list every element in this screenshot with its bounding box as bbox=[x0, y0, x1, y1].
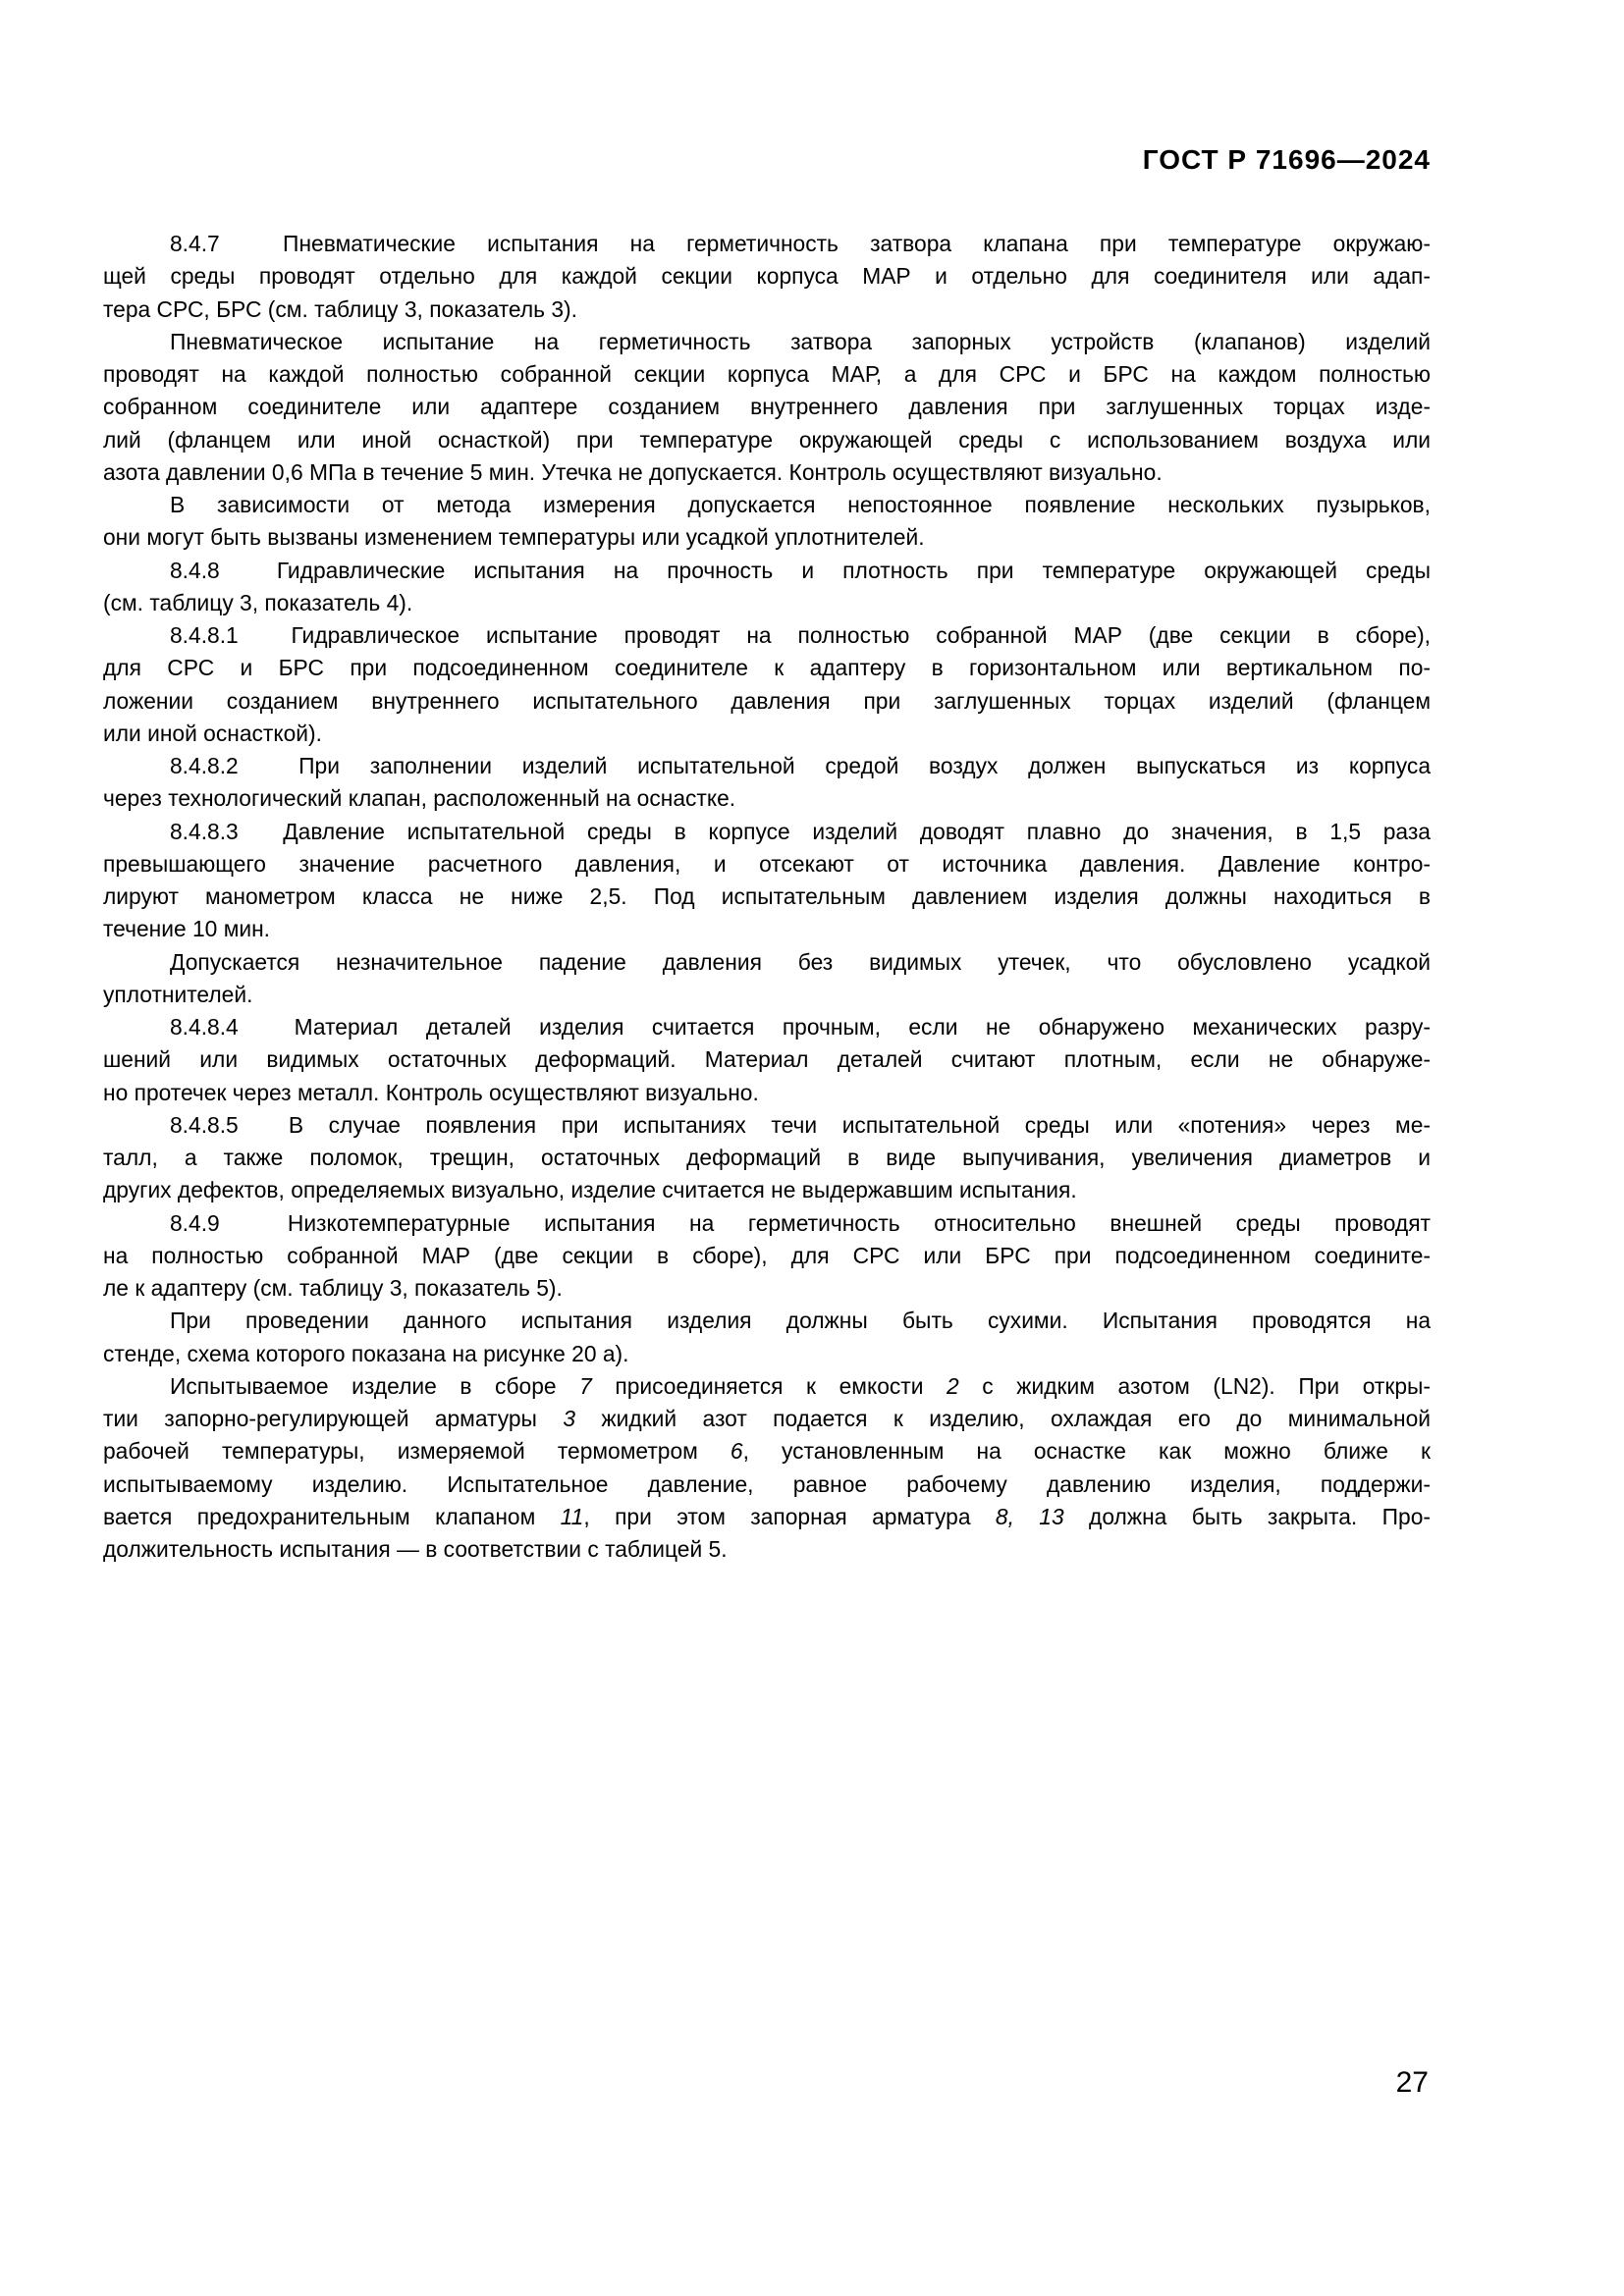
text-line bbox=[103, 228, 1431, 260]
text-segment: 8.4.9 Низкотемпературные испытания на герметичность относительно внешней среды проводят bbox=[170, 1209, 1431, 1236]
text-segment: 8.4.8.3 Давление испытательной среды в корпусе изделий доводят плавно до значения, в 1,5 раза bbox=[170, 818, 1431, 844]
text-line bbox=[103, 816, 1431, 848]
text-line bbox=[103, 1207, 1431, 1240]
text-line bbox=[103, 1435, 1431, 1468]
position-reference: 2 bbox=[947, 1372, 959, 1399]
text-line bbox=[103, 1043, 1431, 1076]
text-segment: уплотнителей. bbox=[103, 981, 253, 1007]
text-segment: щей среды проводят отдельно для каждой секции корпуса МАР и отдельно для соединителя или адап- bbox=[103, 263, 1431, 290]
text-segment: через технологический клапан, расположенный на оснастке. bbox=[103, 785, 736, 812]
text-segment: ле к адаптеру (см. таблицу 3, показатель 5). bbox=[103, 1275, 563, 1301]
text-line bbox=[103, 750, 1431, 782]
text-segment: проводят на каждой полностью собранной секции корпуса МАР, а для СРС и БРС на каждом полностью bbox=[103, 361, 1431, 387]
text-segment: тии запорно-регулирующей арматуры bbox=[103, 1406, 564, 1431]
text-line bbox=[103, 1109, 1431, 1142]
paragraph bbox=[103, 1109, 1431, 1207]
text-segment: собранном соединителе или адаптере созданием внутреннего давления при заглушенных торцах изде- bbox=[103, 394, 1431, 420]
text-segment: вается предохранительным клапаном bbox=[103, 1503, 561, 1529]
text-line bbox=[103, 1011, 1431, 1043]
text-line bbox=[103, 1338, 1431, 1370]
text-line bbox=[103, 718, 1431, 750]
paragraph bbox=[103, 619, 1431, 750]
text-line bbox=[103, 1240, 1431, 1272]
text-segment: присоединяется к емкости bbox=[591, 1372, 947, 1399]
paragraph bbox=[103, 750, 1431, 816]
text-segment: должна быть закрыта. Про- bbox=[1063, 1503, 1431, 1529]
text-segment: должительность испытания — в соответствии с таблицей 5. bbox=[103, 1536, 728, 1562]
text-segment: 8.4.8.1 Гидравлическое испытание проводят на полностью собранной МАР (две секции в сборе), bbox=[170, 622, 1431, 648]
text-segment: (см. таблицу 3, показатель 4). bbox=[103, 589, 413, 615]
paragraph bbox=[103, 1370, 1431, 1567]
text-segment: ложении созданием внутреннего испытательного давления при заглушенных торцах изделий (фланцем bbox=[103, 687, 1431, 714]
text-line bbox=[103, 1468, 1431, 1501]
text-segment: 8.4.7 Пневматические испытания на герметичность затвора клапана при температуре окружаю- bbox=[170, 231, 1431, 256]
body-text bbox=[103, 228, 1431, 1566]
text-segment: При проведении данного испытания изделия должны быть сухими. Испытания проводятся на bbox=[170, 1308, 1431, 1334]
paragraph bbox=[103, 326, 1431, 489]
text-segment: стенде, схема которого показана на рисунке 20 а). bbox=[103, 1340, 629, 1366]
text-line bbox=[103, 424, 1431, 456]
text-segment: талл, а также поломок, трещин, остаточных деформаций в виде выпучивания, увеличения диаметров и bbox=[103, 1145, 1431, 1170]
text-segment: 8.4.8 Гидравлические испытания на прочность и плотность при температуре окружающей среды bbox=[170, 557, 1431, 583]
text-segment: Испытываемое изделие в сборе bbox=[170, 1372, 580, 1399]
text-segment: В зависимости от метода измерения допускается непостоянное появление нескольких пузырьков, bbox=[170, 492, 1431, 517]
text-segment: других дефектов, определяемых визуально, изделие считается не выдержавшим испытания. bbox=[103, 1177, 1077, 1203]
text-line bbox=[103, 391, 1431, 423]
paragraph bbox=[103, 946, 1431, 1012]
paragraph bbox=[103, 228, 1431, 326]
text-segment: азота давлении 0,6 МПа в течение 5 мин. Утечка не допускается. Контроль осуществляют визуально. bbox=[103, 458, 1163, 485]
text-segment: лий (фланцем или иной оснасткой) при температуре окружающей среды с использованием воздуха или bbox=[103, 426, 1431, 453]
text-segment: течение 10 мин. bbox=[103, 916, 271, 942]
text-segment: жидкий азот подается к изделию, охлаждая его до минимальной bbox=[575, 1406, 1431, 1431]
position-reference: 3 bbox=[563, 1406, 576, 1431]
paragraph bbox=[103, 1207, 1431, 1306]
text-line bbox=[103, 1077, 1431, 1109]
text-line bbox=[103, 489, 1431, 521]
paragraph bbox=[103, 555, 1431, 620]
paragraph bbox=[103, 1305, 1431, 1370]
text-segment: превышающего значение расчетного давления, и отсекают от источника давления. Давление контро- bbox=[103, 850, 1431, 877]
text-segment: они могут быть вызваны изменением температуры или усадкой уплотнителей. bbox=[103, 524, 925, 551]
text-segment: шений или видимых остаточных деформаций. Материал деталей считают плотным, если не обнаруже- bbox=[103, 1046, 1431, 1073]
text-line bbox=[103, 1533, 1431, 1566]
text-line bbox=[103, 881, 1431, 913]
text-line bbox=[103, 260, 1431, 293]
text-line bbox=[103, 1272, 1431, 1305]
text-segment: 8.4.8.4 Материал деталей изделия считается прочным, если не обнаружено механических разру- bbox=[170, 1014, 1431, 1040]
text-line bbox=[103, 782, 1431, 815]
position-reference: 6 bbox=[730, 1438, 743, 1465]
text-line bbox=[103, 1403, 1431, 1435]
paragraph bbox=[103, 1011, 1431, 1109]
text-line bbox=[103, 521, 1431, 554]
text-segment: с жидким азотом (LN2). При откры- bbox=[958, 1372, 1431, 1399]
text-line bbox=[103, 587, 1431, 619]
position-reference: 8, 13 bbox=[995, 1503, 1064, 1529]
text-segment: , установленным на оснастке как можно ближе к bbox=[742, 1438, 1431, 1465]
text-line bbox=[103, 1370, 1431, 1403]
text-segment: Пневматическое испытание на герметичность затвора запорных устройств (клапанов) изделий bbox=[170, 328, 1431, 354]
text-segment: 8.4.8.2 При заполнении изделий испытательной средой воздух должен выпускаться из корпуса bbox=[170, 753, 1431, 778]
text-line bbox=[103, 358, 1431, 391]
text-segment: или иной оснасткой). bbox=[103, 720, 322, 746]
text-line bbox=[103, 555, 1431, 587]
text-segment: 8.4.8.5 В случае появления при испытаниях течи испытательной среды или «потения» через ме- bbox=[170, 1111, 1431, 1138]
text-segment: лируют манометром класса не ниже 2,5. Под испытательным давлением изделия должны находиться в bbox=[103, 883, 1431, 909]
text-line bbox=[103, 913, 1431, 945]
text-line bbox=[103, 1501, 1431, 1533]
text-line bbox=[103, 848, 1431, 881]
text-line bbox=[103, 294, 1431, 326]
text-line bbox=[103, 946, 1431, 979]
text-line bbox=[103, 1142, 1431, 1174]
text-line bbox=[103, 1305, 1431, 1337]
position-reference: 11 bbox=[560, 1503, 584, 1529]
text-segment: рабочей температуры, измеряемой термометром bbox=[103, 1438, 731, 1465]
text-segment: , при этом запорная арматура bbox=[583, 1503, 996, 1529]
text-line bbox=[103, 652, 1431, 684]
text-line bbox=[103, 979, 1431, 1011]
position-reference: 7 bbox=[579, 1372, 592, 1399]
text-line bbox=[103, 685, 1431, 718]
text-segment: но протечек через металл. Контроль осуществляют визуально. bbox=[103, 1079, 759, 1105]
text-segment: на полностью собранной МАР (две секции в сборе), для СРС или БРС при подсоединенном соедините- bbox=[103, 1242, 1431, 1268]
text-segment: для СРС и БРС при подсоединенном соединителе к адаптеру в горизонтальном или вертикальном по- bbox=[103, 655, 1431, 681]
text-line bbox=[103, 619, 1431, 652]
text-line bbox=[103, 456, 1431, 489]
text-segment: Допускается незначительное падение давления без видимых утечек, что обусловлено усадкой bbox=[170, 948, 1431, 975]
page-number: 27 bbox=[1395, 2066, 1429, 2099]
text-line bbox=[103, 326, 1431, 358]
text-segment: испытываемому изделию. Испытательное давление, равное рабочему давлению изделия, поддержи- bbox=[103, 1470, 1431, 1497]
paragraph bbox=[103, 489, 1431, 555]
paragraph bbox=[103, 816, 1431, 946]
text-segment: тера СРС, БРС (см. таблицу 3, показатель 3). bbox=[103, 295, 577, 322]
text-line bbox=[103, 1174, 1431, 1206]
standard-designation-header: ГОСТ Р 71696—2024 bbox=[1142, 144, 1431, 175]
